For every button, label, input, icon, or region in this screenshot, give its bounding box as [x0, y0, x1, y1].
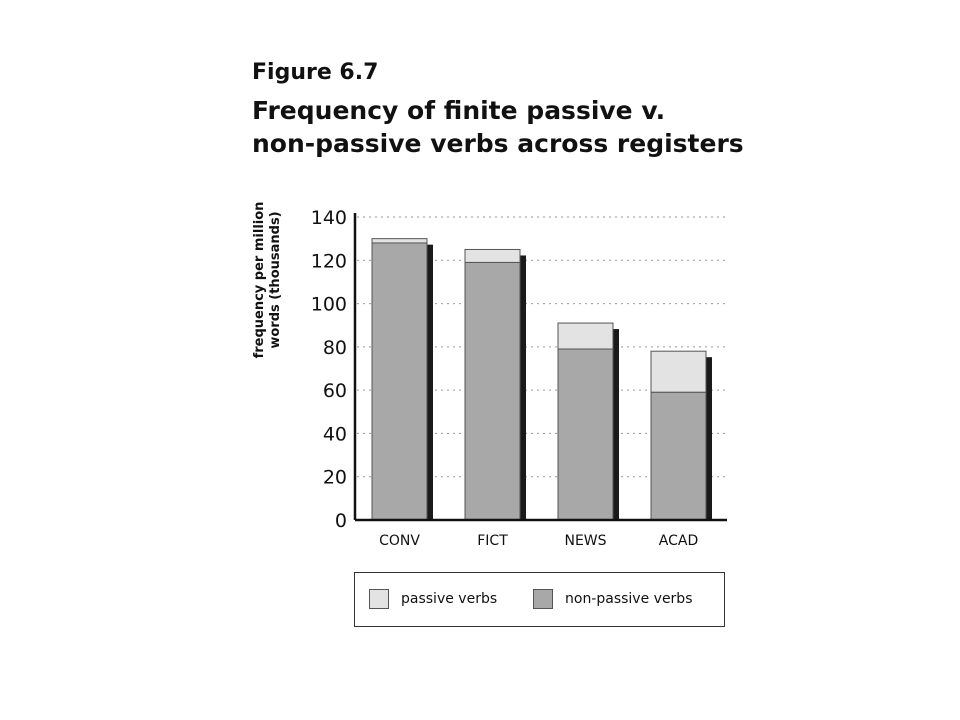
bar-non-passive-conv — [372, 243, 427, 520]
y-axis-label-line-1: frequency per million — [252, 201, 267, 359]
figure-label: Figure 6.7 — [252, 60, 379, 85]
chart-title-line-1: Frequency of finite passive v. — [252, 96, 666, 125]
bar-shadow — [427, 245, 433, 520]
bar-passive-fict — [465, 249, 520, 262]
bar-passive-acad — [651, 351, 706, 392]
y-tick-label: 40 — [322, 423, 347, 446]
x-tick-label: FICT — [477, 533, 508, 549]
x-axis-ticks — [379, 533, 698, 549]
y-tick-label: 100 — [310, 293, 347, 316]
y-tick-label: 60 — [322, 380, 347, 403]
bar-passive-conv — [372, 239, 427, 243]
y-axis-label-line-2: words (thousands) — [268, 211, 283, 349]
legend-swatch-passive — [369, 589, 389, 609]
y-tick-label: 80 — [322, 336, 347, 359]
y-tick-label: 120 — [310, 250, 347, 273]
y-axis-ticks — [311, 207, 347, 532]
x-tick-label: ACAD — [658, 533, 699, 549]
y-tick-label: 20 — [322, 466, 347, 489]
legend-label-passive: passive verbs — [401, 591, 498, 607]
y-tick-label: 0 — [334, 510, 347, 532]
y-tick-label: 140 — [310, 207, 347, 229]
legend-swatch-non-passive — [533, 589, 553, 609]
bar-non-passive-acad — [651, 392, 706, 520]
bar-passive-news — [558, 323, 613, 349]
legend-item-passive — [369, 589, 497, 609]
legend — [354, 572, 725, 627]
bar-shadow — [613, 329, 619, 520]
bar-shadow — [520, 255, 526, 520]
y-axis-label — [252, 202, 283, 359]
bar-non-passive-fict — [465, 262, 520, 520]
chart-title-line-2: non-passive verbs across registers — [252, 129, 744, 158]
legend-item-non-passive — [533, 589, 693, 609]
bars — [372, 239, 712, 520]
x-tick-label: NEWS — [564, 533, 607, 549]
x-tick-label: CONV — [379, 533, 420, 549]
bar-non-passive-news — [558, 349, 613, 520]
legend-label-non-passive: non-passive verbs — [565, 591, 693, 607]
bar-shadow — [706, 357, 712, 520]
